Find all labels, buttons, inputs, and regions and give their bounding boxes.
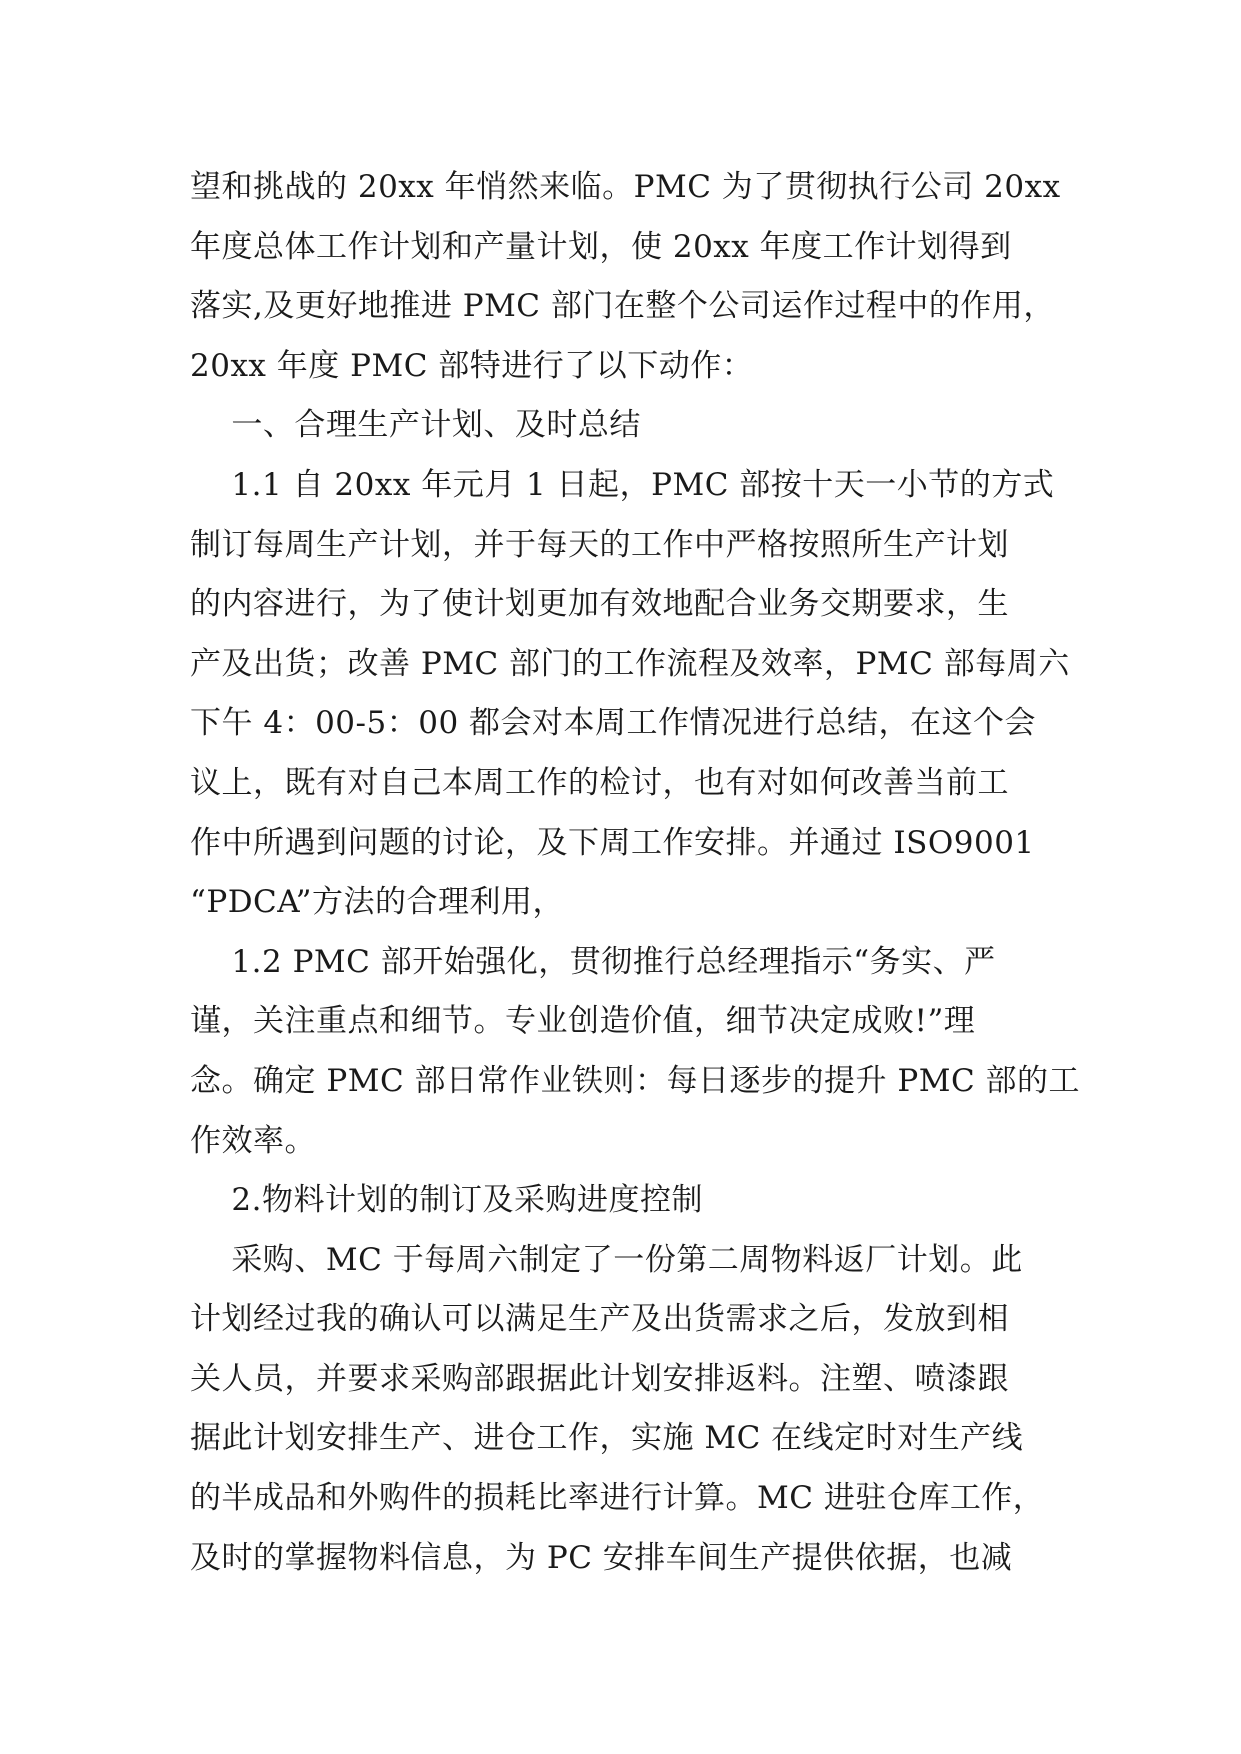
text-line: 1.2 PMC 部开始强化，贯彻推行总经理指示“务实、严 [190, 943, 996, 980]
text-line: 计划经过我的确认可以满足生产及出货需求之后，发放到相 [190, 1301, 1009, 1338]
text-line: 年度总体工作计划和产量计划，使 20xx 年度工作计划得到 [190, 228, 1012, 265]
text-line: 制订每周生产计划，并于每天的工作中严格按照所生产计划 [190, 526, 1009, 563]
text-line: 落实,及更好地推进 PMC 部门在整个公司运作过程中的作用， [190, 288, 1055, 325]
text-line: 的半成品和外购件的损耗比率进行计算。MC 进驻仓库工作， [190, 1480, 1045, 1517]
text-line: 望和挑战的 20xx 年悄然来临。PMC 为了贯彻执行公司 20xx [190, 169, 1061, 205]
document-body [190, 158, 1081, 1588]
text-line: 议上，既有对自己本周工作的检讨，也有对如何改善当前工 [190, 764, 1009, 801]
text-line: 的内容进行，为了使计划更加有效地配合业务交期要求，生 [190, 586, 1009, 623]
text-line: 20xx 年度 PMC 部特进行了以下动作： [190, 347, 754, 384]
text-line: 采购、MC 于每周六制定了一份第二周物料返厂计划。此 [190, 1241, 1023, 1278]
text-line: 念。确定 PMC 部日常作业铁则：每日逐步的提升 PMC 部的工 [190, 1062, 1081, 1099]
text-line: “PDCA”方法的合理利用， [190, 884, 564, 921]
text-line: 及时的掌握物料信息，为 PC 安排车间生产提供依据，也减 [190, 1539, 1013, 1576]
text-line: 关人员，并要求采购部跟据此计划安排返料。注塑、喷漆跟 [190, 1360, 1009, 1397]
text-line: 谨，关注重点和细节。专业创造价值，细节决定成败!”理 [190, 1003, 976, 1040]
section-heading: 2.物料计划的制订及采购进度控制 [190, 1182, 703, 1219]
text-line: 1.1 自 20xx 年元月 1 日起，PMC 部按十天一小节的方式 [190, 466, 1055, 503]
text-line: 下午 4：00-5：00 都会对本周工作情况进行总结，在这个会 [190, 705, 1037, 742]
text-line: 作效率。 [190, 1122, 316, 1159]
text-line: 作中所遇到问题的讨论，及下周工作安排。并通过 ISO9001 [190, 824, 1035, 861]
text-line: 据此计划安排生产、进仓工作，实施 MC 在线定时对生产线 [190, 1420, 1024, 1457]
text-line: 产及出货；改善 PMC 部门的工作流程及效率，PMC 部每周六 [190, 645, 1070, 682]
section-heading: 一、合理生产计划、及时总结 [190, 407, 641, 444]
